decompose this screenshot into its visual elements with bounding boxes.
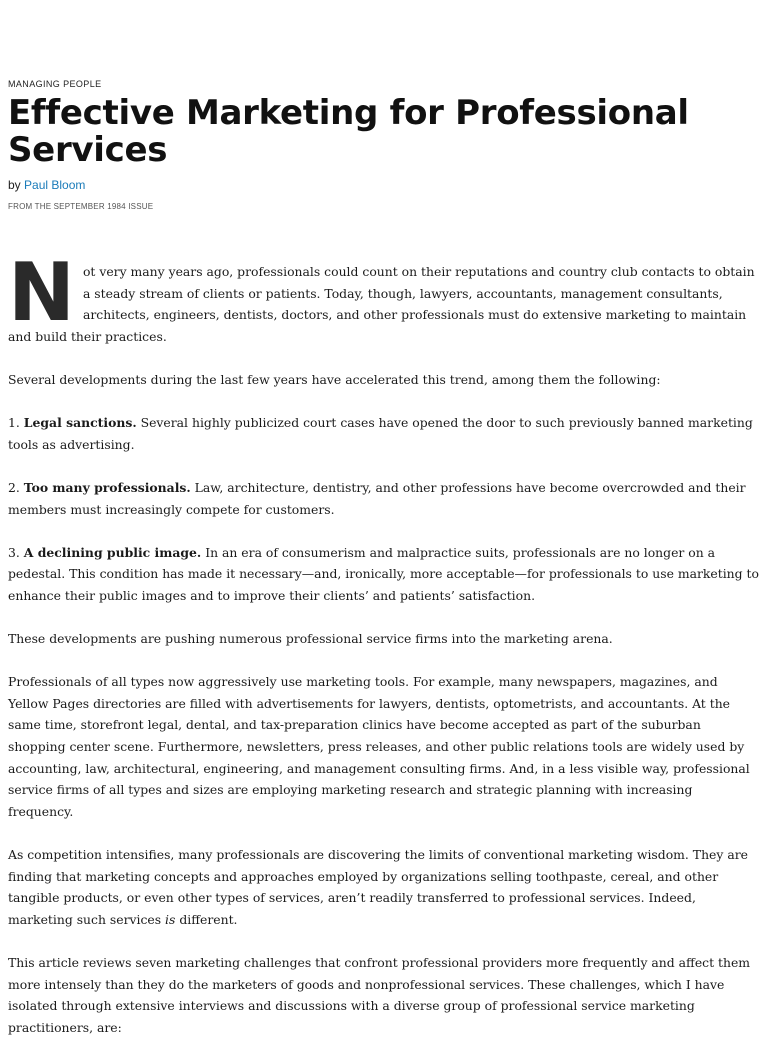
page-title: Effective Marketing for Professional Services xyxy=(8,93,689,170)
emphasis: is xyxy=(165,911,176,927)
section-label[interactable]: MANAGING PEOPLE xyxy=(8,79,102,89)
list-term: Too many professionals. xyxy=(23,479,191,495)
list-number: 2. xyxy=(8,479,20,495)
byline-prefix: by xyxy=(8,178,21,192)
paragraph-text: different. xyxy=(175,911,238,927)
lead-text: ot very many years ago, professionals could count on their reputations and country club contacts to obtain a steady stream of clients or patients. Today, though, lawyers, accountants, management consultants, architects, engineers, dentists, doctors, and other professionals must do extensive marketing to maintain and build their practices. xyxy=(8,264,755,344)
list-item xyxy=(8,542,760,607)
paragraph-text: As competition intensifies, many professionals are discovering the limits of conventional marketing wisdom. They are finding that marketing concepts and approaches employed by organizations selling toothpaste, cereal, and other tangible products, or even other types of services, aren’t readily transferred to professional services. Indeed, marketing such services xyxy=(8,847,748,927)
paragraph: Professionals of all types now aggressively use marketing tools. For example, many newspapers, magazines, and Yellow Pages directories are filled with advertisements for lawyers, dentists, optometrists, and accountants. At the same time, storefront legal, dental, and tax-preparation clinics have become accepted as part of the suburban shopping center scene. Furthermore, newsletters, press releases, and other public relations tools are widely used by accounting, law, architectural, engineering, and management consulting firms. And, in a less visible way, professional service firms of all types and sizes are employing marketing research and strategic planning with increasing frequency. xyxy=(8,674,750,819)
paragraph: These developments are pushing numerous professional service firms into the marketing arena. xyxy=(8,631,613,647)
byline xyxy=(8,178,85,192)
author-link[interactable]: Paul Bloom xyxy=(24,178,86,192)
list-term: Legal sanctions. xyxy=(23,415,137,431)
list-item xyxy=(8,477,760,520)
issue-label: FROM THE SEPTEMBER 1984 ISSUE xyxy=(8,202,154,211)
drop-cap: N xyxy=(8,246,75,339)
list-text: In an era of consumerism and malpractice suits, professionals are no longer on a pedestal. This condition has made it necessary—and, ironically, more acceptable—for professionals to use marketing to enhance their public images and to improve their clients’ and patients’ satisfaction. xyxy=(8,544,759,603)
list-term: A declining public image. xyxy=(23,544,202,560)
paragraph xyxy=(8,844,760,930)
paragraph: Several developments during the last few years have accelerated this trend, among them the following: xyxy=(8,371,661,387)
lead-paragraph xyxy=(8,246,760,347)
article-body xyxy=(8,246,760,1060)
list-number: 1. xyxy=(8,415,20,431)
list-text: Several highly publicized court cases have opened the door to such previously banned marketing tools as advertising. xyxy=(8,415,753,452)
list-item xyxy=(8,412,760,455)
list-number: 3. xyxy=(8,544,20,560)
list-text: Law, architecture, dentistry, and other professions have become overcrowded and their members must increasingly compete for customers. xyxy=(8,479,746,517)
paragraph: This article reviews seven marketing challenges that confront professional providers more frequently and affect them more intensely than they do the marketers of goods and nonprofessional services. These challenges, which I have isolated through extensive interviews and discussions with a diverse group of professional service marketing practitioners, are: xyxy=(8,955,751,1035)
